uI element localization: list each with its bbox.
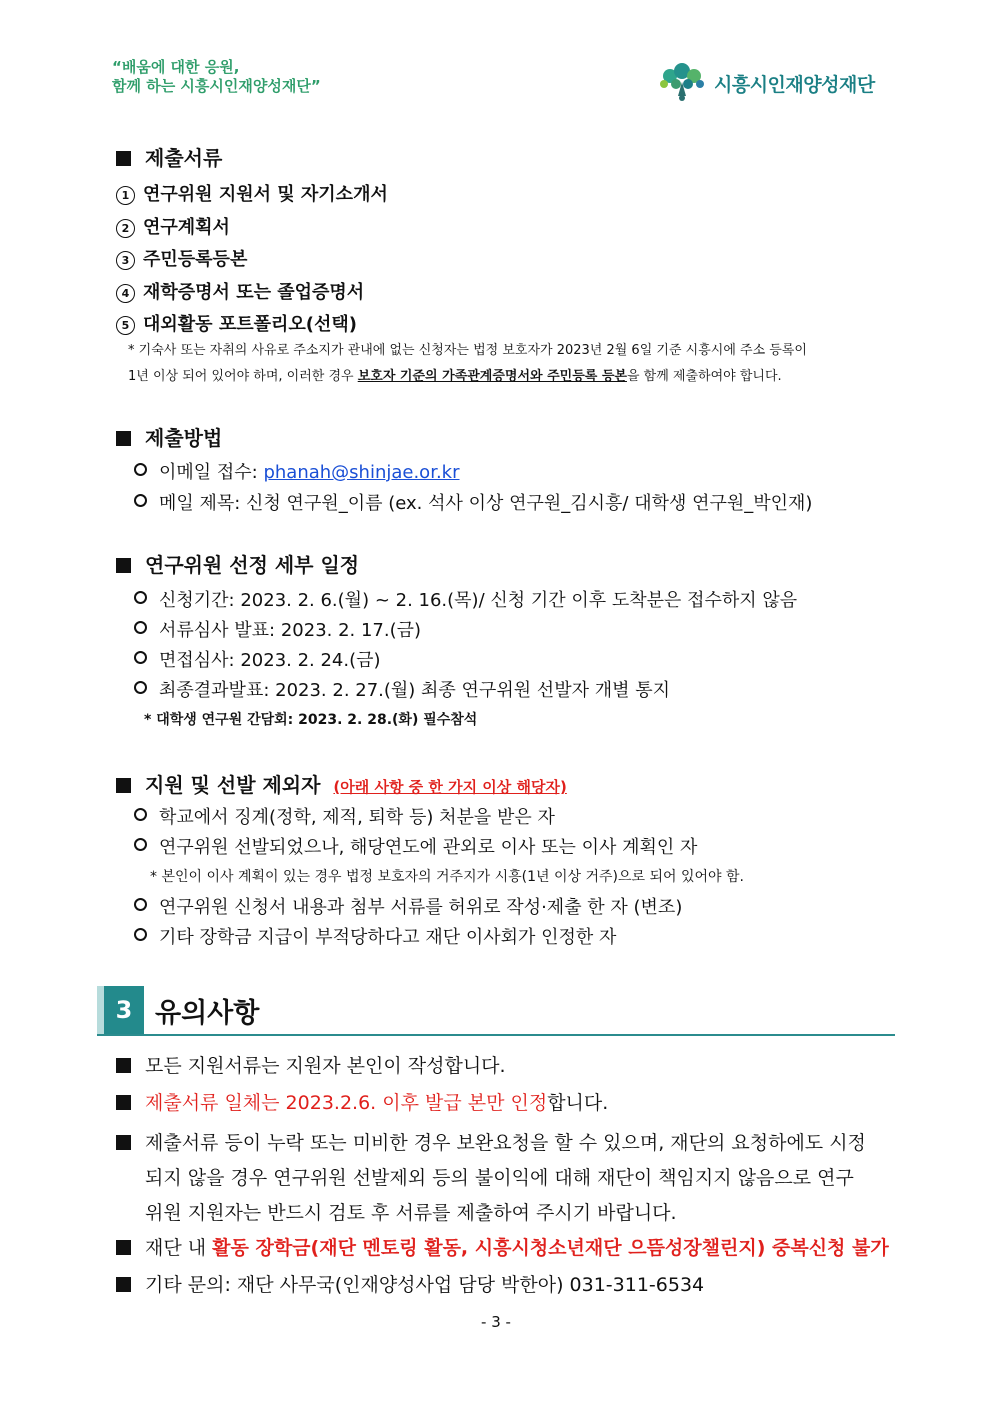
ring-bullet-icon (134, 494, 147, 507)
section-method-heading (116, 422, 222, 451)
square-bullet-icon (116, 1095, 131, 1110)
schedule-item (134, 646, 381, 672)
notice-text: 재단 내 (145, 1237, 213, 1259)
note-underlined-text: 보호자 기준의 가족관계증명서와 주민등록 등본 (357, 369, 627, 384)
exclusion-item-text: 연구위원 신청서 내용과 첨부 서류를 허위로 작성·제출 한 자 (변조) (159, 897, 683, 918)
document-item-text: 대외활동 포트폴리오(선택) (143, 314, 357, 335)
notice-item (116, 1051, 506, 1078)
method-subject-text: 메일 제목: 신청 연구원_이름 (ex. 석사 이상 연구원_김시흥/ 대학생 연구원_박인재) (159, 493, 813, 514)
notice-item (116, 1233, 889, 1260)
schedule-item-text: 면접심사: 2023. 2. 24.(금) (159, 650, 381, 671)
section-3-header (97, 986, 895, 1036)
square-bullet-icon (116, 778, 131, 793)
note-text: 을 함께 제출하여야 합니다. (626, 369, 782, 384)
section-3-number: 3 (104, 986, 144, 1034)
circled-number-icon: 1 (116, 186, 135, 205)
note-text: 1년 이상 되어 있어야 하며, 이러한 경우 (128, 369, 358, 384)
email-label: 이메일 접수: (159, 462, 264, 483)
document-item-text: 연구계획서 (143, 217, 230, 238)
square-bullet-icon (116, 1135, 131, 1150)
schedule-item (134, 676, 670, 702)
notice-text-line-2: 되지 않을 경우 연구위원 선발제외 등의 불이익에 대해 재단이 책임지지 않음으로 연구 (145, 1167, 854, 1189)
schedule-note: * 대학생 연구원 간담회: 2023. 2. 28.(화) 필수참석 (144, 712, 478, 728)
page-number: - 3 - (481, 1313, 511, 1331)
notice-red-bold-text: 활동 장학금(재단 멘토링 활동, 시흥시청소년재단 으뜸성장챌린지) 중복신청 불가 (212, 1237, 889, 1259)
notice-text: 기타 문의: 재단 사무국(인재양성사업 담당 박한아) 031-311-6534 (145, 1274, 705, 1296)
notice-item (116, 1126, 866, 1231)
schedule-title: 연구위원 선정 세부 일정 (145, 553, 360, 577)
document-item (116, 278, 364, 304)
email-link[interactable]: phanah@shinjae.or.kr (263, 462, 460, 483)
foundation-logo (656, 62, 886, 102)
exclusion-item (134, 923, 616, 949)
exclusion-item-text: 연구위원 선발되었으나, 해당연도에 관외로 이사 또는 이사 계획인 자 (159, 837, 698, 858)
document-item (116, 213, 230, 239)
ring-bullet-icon (134, 621, 147, 634)
square-bullet-icon (116, 1277, 131, 1292)
document-item-text: 주민등록등본 (143, 249, 248, 270)
exclusion-note: * 본인이 이사 계획이 있는 경우 법정 보호자의 거주지가 시흥(1년 이상 거주)으로 되어 있어야 함. (150, 869, 744, 885)
notice-item (116, 1088, 608, 1115)
square-bullet-icon (116, 558, 131, 573)
section-3-title: 유의사항 (155, 998, 260, 1029)
ring-bullet-icon (134, 681, 147, 694)
notice-text: 모든 지원서류는 지원자 본인이 작성합니다. (145, 1055, 506, 1077)
ring-bullet-icon (134, 898, 147, 911)
schedule-item (134, 616, 421, 642)
notice-red-text: 제출서류 일체는 2023.2.6. 이후 발급 본만 인정 (145, 1092, 548, 1114)
documents-note-line-2 (128, 364, 807, 390)
ring-bullet-icon (134, 651, 147, 664)
section-exclusion-heading (116, 769, 567, 798)
document-item (116, 180, 388, 206)
logo-emblem-icon (656, 62, 708, 102)
notice-text-line-1: 제출서류 등이 누락 또는 미비한 경우 보완요청을 할 수 있으며, 재단의 요청하에도 시정 (145, 1132, 866, 1154)
notice-text: 합니다. (547, 1092, 609, 1114)
section-documents-heading (116, 142, 222, 171)
document-item-text: 연구위원 지원서 및 자기소개서 (143, 184, 388, 205)
circled-number-icon: 5 (116, 316, 135, 335)
ring-bullet-icon (134, 591, 147, 604)
document-item (116, 245, 247, 271)
schedule-item-text: 신청기간: 2023. 2. 6.(월) ~ 2. 16.(목)/ 신청 기간 이후 도착분은 접수하지 않음 (159, 590, 798, 611)
documents-note (128, 338, 807, 390)
ring-bullet-icon (134, 808, 147, 821)
section-schedule-heading (116, 549, 359, 578)
square-bullet-icon (116, 431, 131, 446)
logo-text: 시흥시인재양성재단 (714, 74, 875, 96)
notice-item (116, 1270, 704, 1297)
circled-number-icon: 2 (116, 219, 135, 238)
exclusion-title: 지원 및 선발 제외자 (145, 773, 321, 797)
exclusion-item-text: 기타 장학금 지급이 부적당하다고 재단 이사회가 인정한 자 (159, 927, 617, 948)
documents-note-line-1: * 기숙사 또는 자취의 사유로 주소지가 관내에 없는 신청자는 법정 보호자가 2023년 2월 6일 기준 시흥시에 주소 등록이 (128, 343, 807, 358)
square-bullet-icon (116, 1058, 131, 1073)
exclusion-item (134, 833, 697, 859)
circled-number-icon: 3 (116, 251, 135, 270)
schedule-item (134, 586, 797, 612)
notice-text-line-3: 위원 지원자는 반드시 검토 후 서류를 제출하여 주시기 바랍니다. (145, 1202, 677, 1224)
slogan-line-2: 함께 하는 시흥시인재양성재단” (112, 77, 321, 95)
document-item-text: 재학증명서 또는 졸업증명서 (143, 282, 365, 303)
method-email-item (134, 458, 460, 484)
method-title: 제출방법 (145, 426, 223, 450)
square-bullet-icon (116, 1240, 131, 1255)
exclusion-subtitle: (아래 사항 중 한 가지 이상 해당자) (333, 778, 567, 796)
document-item (116, 310, 357, 336)
ring-bullet-icon (134, 838, 147, 851)
slogan-line-1: “배움에 대한 응원, (112, 58, 240, 76)
documents-title: 제출서류 (145, 146, 223, 170)
method-subject-item (134, 489, 812, 515)
ring-bullet-icon (134, 463, 147, 476)
section-3-accent-bar (97, 986, 104, 1034)
exclusion-item (134, 803, 555, 829)
exclusion-item (134, 893, 682, 919)
exclusion-item-text: 학교에서 징계(정학, 제적, 퇴학 등) 처분을 받은 자 (159, 807, 555, 828)
schedule-item-text: 서류심사 발표: 2023. 2. 17.(금) (159, 620, 422, 641)
circled-number-icon: 4 (116, 284, 135, 303)
schedule-item-text: 최종결과발표: 2023. 2. 27.(월) 최종 연구위원 선발자 개별 통지 (159, 680, 670, 701)
header-slogan (112, 58, 321, 96)
square-bullet-icon (116, 151, 131, 166)
ring-bullet-icon (134, 928, 147, 941)
